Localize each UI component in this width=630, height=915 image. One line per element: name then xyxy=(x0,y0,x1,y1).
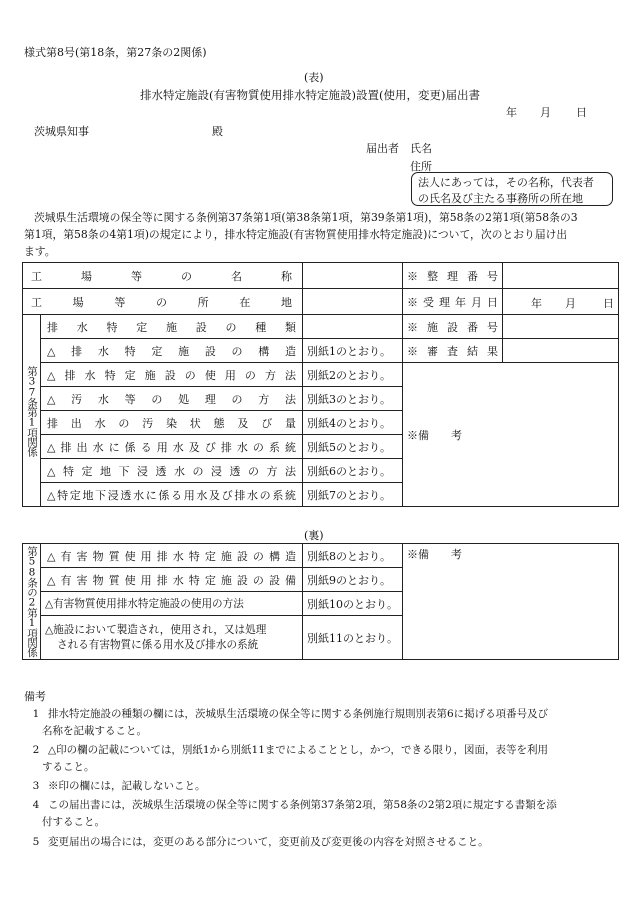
note-line1: この届出書には，茨城県生活環境の保全等に関する条例第37条第2項，第58条の2第2項に規定する書類を添 xyxy=(48,799,557,811)
row-label: △特定地下浸透水に係る用水及び排水の系統 xyxy=(41,483,303,507)
note-line2: 付すること。 xyxy=(42,816,105,828)
form-title: 排水特定施設(有害物質使用排水特定施設)設置(使用，変更)届出書 xyxy=(140,88,480,102)
row-label: △排出水に係る用水及び排水の系統 xyxy=(41,435,303,459)
address-label: 住所 xyxy=(410,160,432,173)
row-value[interactable]: 別紙11のとおり。 xyxy=(303,616,403,660)
notes-heading: 備考 xyxy=(24,690,46,703)
row-value[interactable]: 別紙1のとおり。 xyxy=(303,339,403,363)
factory-location-value[interactable] xyxy=(303,289,403,315)
back-label: (裏) xyxy=(304,529,324,542)
back-table xyxy=(22,543,619,660)
note-line1: 変更届出の場合には，変更のある部分について，変更前及び変更後の内容を対照させること。 xyxy=(48,836,489,848)
factory-location-row xyxy=(23,289,619,315)
row-value[interactable]: 別紙8のとおり。 xyxy=(303,544,403,568)
honorific: 殿 xyxy=(212,125,223,138)
note-line1: ※印の欄には，記載しないこと。 xyxy=(48,780,206,792)
receipt-day: 日 xyxy=(603,296,614,310)
note-line2: 名称を記載すること。 xyxy=(42,725,147,737)
body-line3: ます。 xyxy=(24,245,56,258)
table-row xyxy=(23,544,619,568)
row-value[interactable]: 別紙7のとおり。 xyxy=(303,483,403,507)
factory-location-label: 工場等の所在地 xyxy=(23,289,303,315)
row-value[interactable]: 別紙6のとおり。 xyxy=(303,459,403,483)
table-row xyxy=(23,315,619,339)
table-row xyxy=(23,339,619,363)
row-label: △排水特定施設の構造 xyxy=(41,339,303,363)
factory-name-value[interactable] xyxy=(303,263,403,289)
receipt-date-value xyxy=(503,289,619,315)
row-label: △有害物質使用排水特定施設の設備 xyxy=(41,568,303,592)
back-remarks-cell xyxy=(403,544,619,660)
receipt-date-label: ※受理年月日 xyxy=(403,289,503,315)
row-value[interactable] xyxy=(303,315,403,339)
factory-name-row xyxy=(23,263,619,289)
remarks-label: ※備 考 xyxy=(407,428,462,442)
note-item xyxy=(24,706,616,740)
remarks-cell xyxy=(403,363,619,507)
applicant-label: 届出者 xyxy=(366,142,399,155)
body-line1: 茨城県生活環境の保全等に関する条例第37条第1項(第38条第1項，第39条第1項)，第58条の2第1項(第58条の3 xyxy=(34,211,578,224)
row-value[interactable]: 別紙9のとおり。 xyxy=(303,568,403,592)
row-label: 排水特定施設の種類 xyxy=(41,315,303,339)
note-num: 4 xyxy=(32,799,40,811)
row-label: △有害物質使用排水特定施設の使用の方法 xyxy=(41,592,303,616)
note-line1: 排水特定施設の種類の欄には，茨城県生活環境の保全等に関する条例施行規則別表第6に掲げる項番号及び xyxy=(48,708,549,720)
section-label-37: 第37条第1項関係 xyxy=(23,315,41,507)
row-value[interactable]: 別紙2のとおり。 xyxy=(303,363,403,387)
addressee: 茨城県知事 xyxy=(34,125,89,138)
note-item xyxy=(24,742,616,776)
row-value[interactable]: 別紙10のとおり。 xyxy=(303,592,403,616)
row-label: △特定地下浸透水の浸透の方法 xyxy=(41,459,303,483)
note-line1: △印の欄の記載については，別紙1から別紙11までによることとし，かつ，できる限り，図面，表等を利用 xyxy=(48,744,548,756)
row-label: 排出水の汚染状態及び量 xyxy=(41,411,303,435)
row-label: △排水特定施設の使用の方法 xyxy=(41,363,303,387)
reference-number-label: ※整理番号 xyxy=(403,263,503,289)
name-label: 氏名 xyxy=(410,142,432,155)
note-num: 2 xyxy=(32,744,40,756)
note-line2: すること。 xyxy=(42,761,95,773)
front-label: (表) xyxy=(304,71,324,84)
row-value[interactable]: 別紙4のとおり。 xyxy=(303,411,403,435)
note-num: 1 xyxy=(32,708,40,720)
row-label-line1: △施設において製造され，使用され，又は処理 xyxy=(45,623,267,636)
note-num: 5 xyxy=(32,836,40,848)
receipt-year: 年 xyxy=(531,296,542,310)
receipt-month: 月 xyxy=(565,296,576,310)
corporate-note-line1: 法人にあっては，その名称，代表者 xyxy=(418,176,594,189)
row-value[interactable]: 別紙5のとおり。 xyxy=(303,435,403,459)
row-label: △汚水等の処理の方法 xyxy=(41,387,303,411)
note-item xyxy=(24,797,616,831)
section-label-58: 第58条の2第1項関係 xyxy=(23,544,41,660)
review-result-value xyxy=(503,339,619,363)
corporate-note-line2: の氏名及び主たる事務所の所在地 xyxy=(418,192,583,205)
note-item xyxy=(24,778,616,795)
form-number: 様式第8号(第18条，第27条の2関係) xyxy=(24,46,207,59)
reference-number-value xyxy=(503,263,619,289)
facility-number-label: ※施設番号 xyxy=(403,315,503,339)
back-remarks-label: ※備 考 xyxy=(407,548,462,561)
date-month: 月 xyxy=(540,106,551,119)
body-line2: 第1項，第58条の4第1項)の規定により，排水特定施設(有害物質使用排水特定施設)について，次のとおり届け出 xyxy=(24,228,568,241)
review-result-label: ※審査結果 xyxy=(403,339,503,363)
factory-name-label: 工場等の名称 xyxy=(23,263,303,289)
front-table xyxy=(22,262,619,507)
row-label: △有害物質使用排水特定施設の構造 xyxy=(41,544,303,568)
facility-number-value xyxy=(503,315,619,339)
date-day: 日 xyxy=(576,106,587,119)
date-year: 年 xyxy=(506,106,517,119)
note-num: 3 xyxy=(32,780,40,792)
table-row xyxy=(23,363,619,387)
row-label xyxy=(41,616,303,660)
row-value[interactable]: 別紙3のとおり。 xyxy=(303,387,403,411)
note-item xyxy=(24,834,616,851)
row-label-line2: される有害物質に係る用水及び排水の系統 xyxy=(57,638,259,651)
